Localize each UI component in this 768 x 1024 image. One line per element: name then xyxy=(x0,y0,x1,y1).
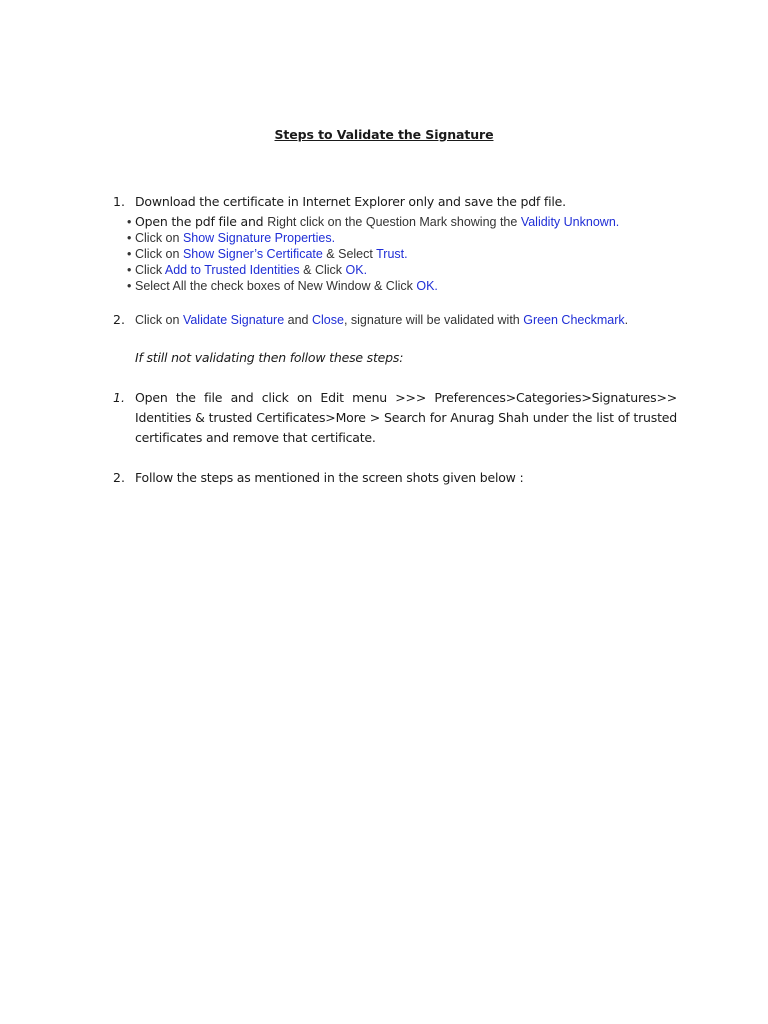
text-segment: Select All the check boxes of New Window & Click xyxy=(135,279,417,293)
bullet-dot-icon: • xyxy=(127,231,132,245)
text-segment: Click on xyxy=(135,313,183,327)
text-segment: Right click on the Question Mark showing the xyxy=(267,215,521,229)
bullet-item xyxy=(127,262,367,278)
alt-step-1-text: Open the file and click on Edit menu >>> Preferences>Categories>Signatures>> Identities & trusted Certificates>More > Search for Anurag Shah under the list of trusted certificates and remove that certificate. xyxy=(135,390,677,445)
alt-step-2-text: Follow the steps as mentioned in the screen shots given below : xyxy=(135,470,524,485)
text-segment: Click on xyxy=(135,247,183,261)
bullet-item xyxy=(127,278,438,294)
text-segment: & Select xyxy=(322,247,377,261)
text-segment: Open the pdf file and xyxy=(135,214,268,229)
highlighted-term: Show Signer’s Certificate xyxy=(182,247,323,261)
text-segment: & Click xyxy=(299,263,346,277)
highlighted-term: Green Checkmark xyxy=(523,313,625,327)
step-1-text: Download the certificate in Internet Explorer only and save the pdf file. xyxy=(135,194,566,209)
highlighted-term: OK. xyxy=(416,279,438,293)
bullet-dot-icon: • xyxy=(127,263,132,277)
alt-step-1-number: 1. xyxy=(113,390,125,405)
bullet-item xyxy=(127,230,335,246)
page-title: Steps to Validate the Signature xyxy=(274,127,494,142)
highlighted-term: Add to Trusted Identities xyxy=(164,263,300,277)
bullet-item xyxy=(127,246,408,262)
highlighted-term: Trust. xyxy=(376,247,408,261)
step-1-number: 1. xyxy=(113,194,125,209)
bullet-dot-icon: • xyxy=(127,215,132,229)
step-2-number: 2. xyxy=(113,312,125,327)
highlighted-term: Validity Unknown. xyxy=(520,215,620,229)
highlighted-term: OK. xyxy=(345,263,368,277)
highlighted-term: Close xyxy=(311,313,344,327)
text-segment: , signature will be validated with xyxy=(343,313,524,327)
bullet-dot-icon: • xyxy=(127,247,132,261)
text-segment: Click on xyxy=(135,231,183,245)
bullet-item xyxy=(127,214,619,230)
highlighted-term: Show Signature Properties. xyxy=(182,231,336,245)
text-segment: . xyxy=(624,313,629,327)
highlighted-term: Validate Signature xyxy=(182,313,285,327)
text-segment: and xyxy=(284,313,312,327)
alt-step-2-number: 2. xyxy=(113,470,125,485)
step-2-text xyxy=(135,312,628,328)
text-segment: Click xyxy=(135,263,165,277)
bullet-dot-icon: • xyxy=(127,279,132,293)
fallback-note: If still not validating then follow these steps: xyxy=(135,350,404,365)
